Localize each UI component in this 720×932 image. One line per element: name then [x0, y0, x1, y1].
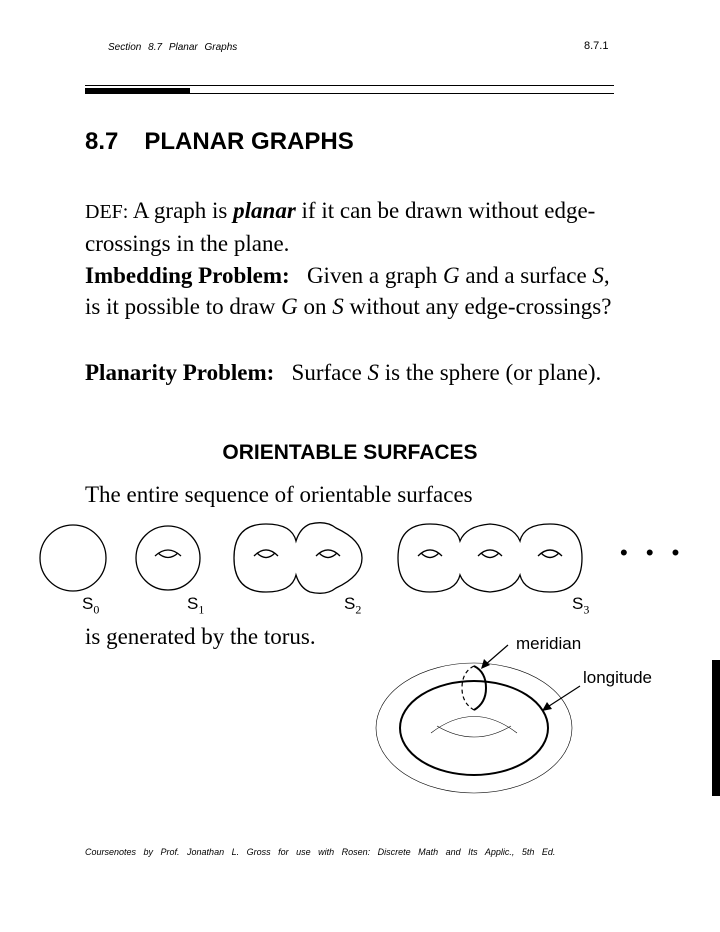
planarity-paragraph: [85, 357, 620, 388]
var-g: G: [442, 263, 460, 288]
section-title-text: PLANAR GRAPHS: [144, 128, 354, 155]
header-rule-bottom: [190, 93, 614, 94]
double-torus-s2: [234, 523, 362, 594]
subsection-title: ORIENTABLE SURFACES: [222, 441, 478, 464]
surface-label-s3: $S_3$: [572, 594, 590, 617]
longitude-arrow: [546, 686, 580, 708]
surface-label-s0: $S_0$: [82, 594, 100, 617]
footer: Coursenotes by Prof. Jonathan L. Gross for use with Rosen: Discrete Math and Its Applic., 5th Ed.: [85, 847, 556, 857]
header-rule-top: [85, 85, 614, 86]
imbedding-paragraph: [85, 260, 620, 322]
triple-torus-s3: [398, 524, 582, 592]
def-tag: DEF:: [85, 201, 129, 223]
meridian-back: [462, 666, 474, 710]
imbedding-heading: Imbedding Problem:: [85, 263, 290, 288]
longitude-curve: [400, 681, 548, 775]
sphere-s0: [40, 525, 106, 591]
var-s: S: [332, 294, 344, 319]
imbedding-text-d: on: [297, 294, 333, 319]
imbedding-text-c: , is it possible to draw: [85, 263, 610, 319]
section-title: [85, 128, 354, 156]
side-thumb-bar: [712, 660, 720, 796]
section-number: 8.7: [85, 128, 119, 155]
torus-figure: [376, 645, 580, 793]
torus-s1: [136, 526, 200, 590]
torus-outer-edge: [376, 663, 572, 793]
var-g: G: [281, 294, 298, 319]
var-s: S: [592, 263, 604, 288]
meridian-label: meridian: [516, 634, 582, 653]
def-term: planar: [233, 198, 296, 223]
ellipsis: • • •: [620, 540, 686, 565]
planarity-heading: Planarity Problem:: [85, 360, 275, 385]
torus-text: is generated by the torus.: [85, 624, 316, 649]
longitude-label: longitude: [583, 668, 653, 687]
surface-label-s1: $S_1$: [187, 594, 205, 617]
def-before: A graph is: [132, 198, 234, 223]
var-s: S: [367, 360, 380, 385]
torus-inner-hole: [431, 717, 517, 734]
meridian-front: [474, 666, 486, 710]
running-head: Section 8.7 Planar Graphs: [108, 42, 238, 53]
page-number: 8.7.1: [584, 40, 609, 52]
imbedding-text-e: without any edge-crossings?: [343, 294, 612, 319]
def-after: if it can be drawn without edge-crossings in the plane.: [85, 198, 596, 256]
handle-hole: [155, 550, 181, 556]
sequence-text: The entire sequence of orientable surfaces: [85, 482, 473, 507]
imbedding-text-b: and a surface: [459, 263, 593, 288]
surface-label-s2: $S_2$: [344, 594, 362, 617]
planarity-text-a: Surface: [291, 360, 368, 385]
imbedding-text-a: Given a graph: [306, 263, 443, 288]
definition-paragraph: [85, 195, 620, 259]
header-rule-thick: [85, 88, 190, 94]
planarity-text-b: is the sphere (or plane).: [379, 360, 602, 385]
